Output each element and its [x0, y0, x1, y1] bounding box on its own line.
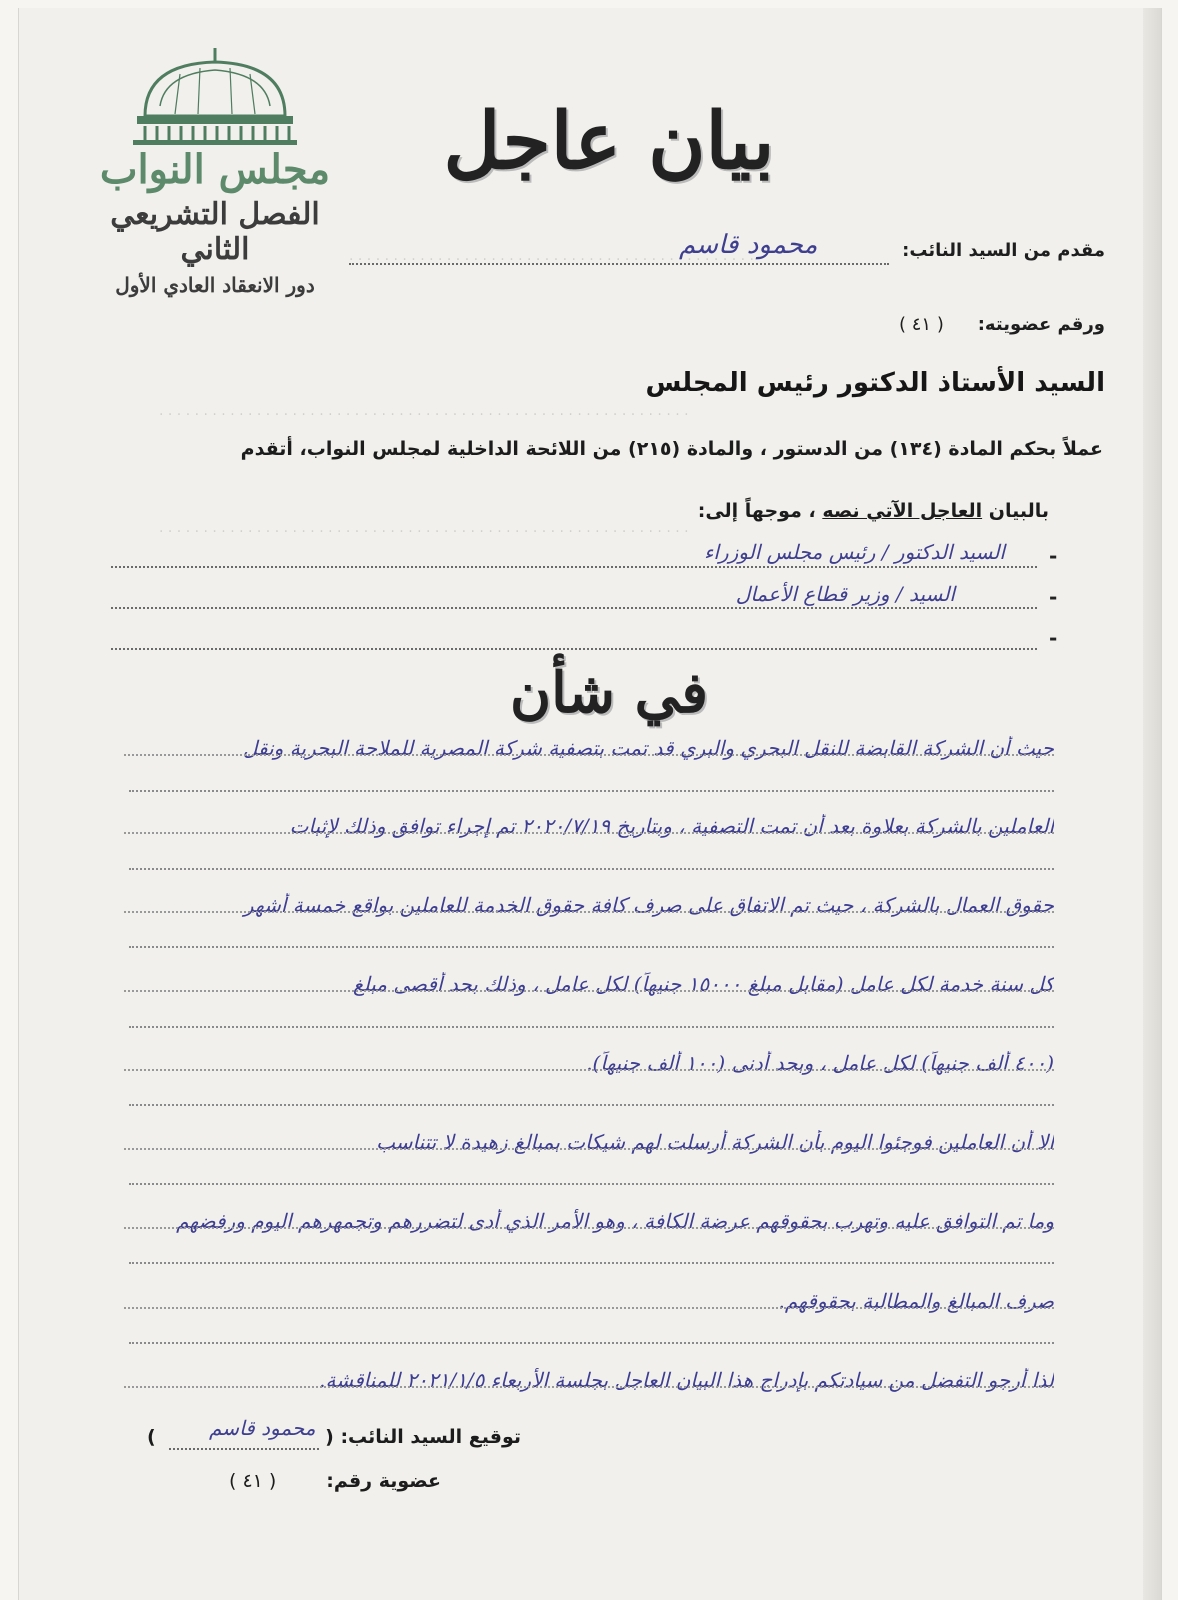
footer-membership-number: ( ٤١ ): [229, 1470, 277, 1492]
signature-label: توقيع السيد النائب: (: [325, 1426, 521, 1448]
ruled-line: [129, 868, 1054, 870]
show-through-text: . . . . . . . . . . . . . . . . . . . . . . . . . . . . . . . . . . . . . . . . . . . . . .: [349, 248, 754, 264]
signature-name: محمود قاسم: [209, 1416, 316, 1440]
footer-membership-label: عضوية رقم:: [326, 1470, 441, 1492]
parliament-emblem: [85, 46, 345, 326]
writing-line: [124, 911, 1054, 913]
recipient-bullet: -: [1049, 626, 1058, 650]
intro-underlined: العاجل الآتي نصه: [822, 500, 983, 522]
body-line: وما تم التوافق عليه وتهرب بحقوقهم عرضة الكافة ، وهو الأمر الذي أدى لتضررهم وتجمهرهم اليوم ورفضهم: [176, 1209, 1054, 1233]
intro-after: ، موجهاً إلى:: [697, 500, 816, 522]
signature-line: [169, 1448, 319, 1450]
emblem-title: مجلس النواب: [99, 146, 331, 193]
show-through-text: . . . . . . . . . . . . . . . . . . . . . . . . . . . . . . . . . . . . . . . . . . . . . . . . . . . . . . . . . . . .: [159, 403, 689, 419]
body-line: الا أن العاملين فوجئوا اليوم بأن الشركة أرسلت لهم شيكات بمبالغ زهيدة لا تتناسب: [376, 1130, 1054, 1154]
show-through-text: . . . . . . . . . . . . . . . . . . . . . . . . . . . . . . . . . . . . . . . . . . . . . . . . . . . . . . . . . . . .: [159, 520, 689, 536]
signature-close: ): [147, 1426, 156, 1448]
ruled-line: [129, 1104, 1054, 1106]
body-line: العاملين بالشركة بعلاوة بعد أن تمت التصفية ، وبتاريخ ٢٠٢٠/٧/١٩ تم إجراء توافق وذلك لإثبات: [289, 814, 1054, 838]
intro-line-2: [698, 500, 1049, 522]
body-line: حيث أن الشركة القابضة للنقل البحري والبري قد تمت بتصفية شركة المصرية للملاحة البحرية ونقل: [242, 736, 1054, 760]
subject-heading: في شأن: [509, 660, 709, 726]
recipient-line: [111, 648, 1037, 650]
writing-line: [124, 990, 1054, 992]
recipient-2: السيد / وزير قطاع الأعمال: [735, 582, 955, 606]
recipient-line: [111, 566, 1037, 568]
body-line: كل سنة خدمة لكل عامل (مقابل مبلغ ١٥٠٠٠ جنيهاً) لكل عامل ، وذلك بحد أقصى مبلغ: [353, 972, 1054, 996]
submitted-by-line: [349, 263, 889, 265]
page-edge: [1143, 8, 1161, 1600]
body-line: (٤٠٠ ألف جنيهاً) لكل عامل ، وبحد أدنى (١٠٠ ألف جنيهاً).: [586, 1051, 1054, 1075]
writing-line: [124, 754, 1054, 756]
document-page: [18, 8, 1162, 1600]
intro-line: عملاً بحكم المادة (١٣٤) من الدستور ، والمادة (٢١٥) من اللائحة الداخلية لمجلس النواب، أتقدم: [240, 438, 1103, 460]
addressee-heading: السيد الأستاذ الدكتور رئيس المجلس: [645, 368, 1105, 398]
ruled-line: [129, 790, 1054, 792]
ruled-line: [129, 1342, 1054, 1344]
emblem-term: الفصل التشريعي الثاني: [110, 197, 320, 267]
recipient-bullet: -: [1049, 544, 1058, 568]
writing-line: [124, 1307, 1054, 1309]
body-line: حقوق العمال بالشركة ، حيث تم الاتفاق على صرف كافة حقوق الخدمة للعاملين بواقع خمسة أشهر: [243, 893, 1054, 917]
document-title: بيان عاجل: [443, 96, 775, 187]
recipient-line: [111, 607, 1037, 609]
recipient-bullet: -: [1049, 585, 1058, 609]
body-line: لذا أرجو التفضل من سيادتكم بإدراج هذا البيان العاجل بجلسة الأربعاء ٢٠٢١/١/٥ للمناقشة.: [319, 1368, 1054, 1392]
submitted-by-name: محمود قاسم: [679, 230, 818, 260]
writing-line: [124, 1386, 1054, 1388]
intro-before: بالبيان: [988, 500, 1049, 522]
writing-line: [124, 1148, 1054, 1150]
writing-line: [124, 832, 1054, 834]
writing-line: [124, 1069, 1054, 1071]
submitted-by-label: مقدم من السيد النائب:: [902, 240, 1105, 261]
dome-icon: [125, 46, 305, 146]
membership-number: ( ٤١ ): [899, 314, 944, 335]
recipient-1: السيد الدكتور / رئيس مجلس الوزراء: [703, 540, 1005, 564]
ruled-line: [129, 1026, 1054, 1028]
ruled-line: [129, 946, 1054, 948]
emblem-session: دور الانعقاد العادي الأول: [115, 273, 315, 297]
writing-line: [124, 1227, 1054, 1229]
membership-label: ورقم عضويته:: [977, 314, 1105, 335]
body-line: صرف المبالغ والمطالبة بحقوقهم.: [778, 1289, 1054, 1313]
ruled-line: [129, 1262, 1054, 1264]
ruled-line: [129, 1183, 1054, 1185]
